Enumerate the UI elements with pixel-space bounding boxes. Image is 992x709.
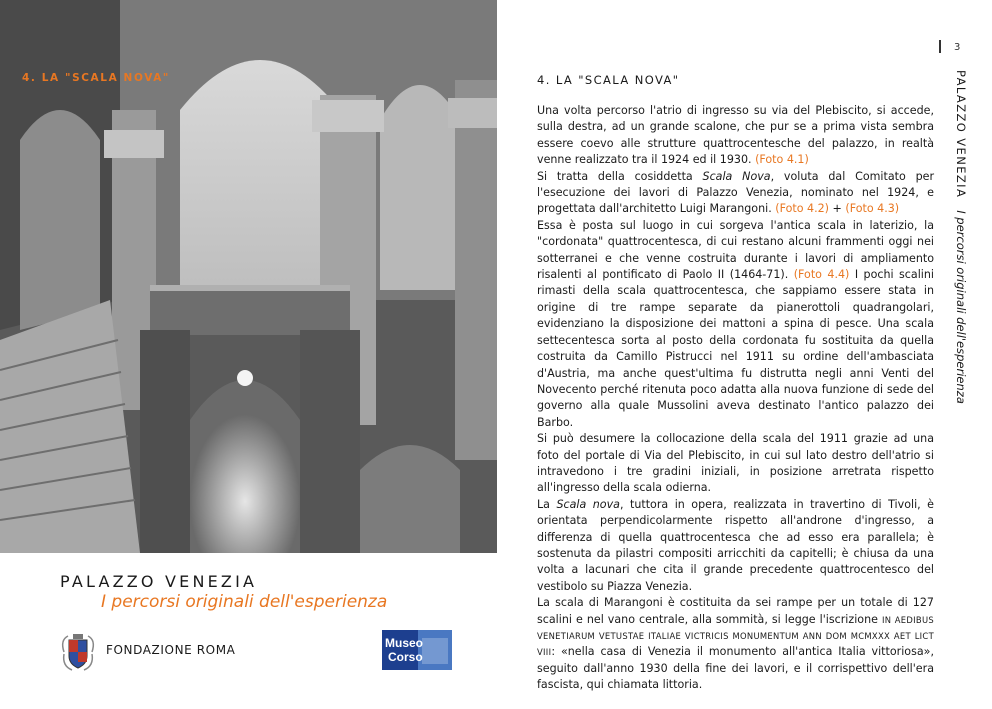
section-title: 4. LA "SCALA NOVA" [537,73,680,87]
page-number-divider [939,40,941,53]
paragraph-4: Si può desumere la collocazione della scala del 1911 grazie ad una foto del portale di Via del Plebiscito, in cui sul lato destro dell'atrio si intravedono i tre gradini iniziali, in posizione arretrata rispetto all'ingresso della scala odierna. [537,432,934,495]
museo-logo-line2: Corso [388,650,423,664]
article-body [537,103,934,694]
paragraph-1: Una volta percorso l'atrio di ingresso su via del Plebiscito, si accede, sulla destra, ad un grande scalone, che pur se a prima vista sembra essere coevo alle strutture quattrocentesche del palazzo, in realtà venne realizzato tra il 1924 ed il 1930. (Foto 4.1) [537,104,934,167]
foundation-name: FONDAZIONE ROMA [106,643,236,657]
brand-subtitle: I percorsi originali dell'esperienza [101,592,388,612]
paragraph-3: Essa è posta sul luogo in cui sorgeva l'antica scala in laterizio, la "cordonata" quattrocentesca, di cui restano alcuni frammenti oggi nei sotterranei e che venne costruita durante i lavori di ampliamento risalenti al pontificato di Paolo II (1464-71). (Foto 4.4) I pochi scalini rimasti della scala quattrocentesca, che sappiamo essere stata in origine di tre rampe separate da pianerottoli quadrangolari, evidenziano la disposizione dei mattoni a spina di pesce. Una scala settecentesca sorta al posto della cordonata fu sostituita da quella costruita da Camillo Pistrucci nel 1911 su ordine dell'ambasciata d'Austria, ma anche quest'ultima fu distrutta negli anni Venti del Novecento perché ritenuta poco adatta alla nuova funzione di sede del governo alla quale Mussolini aveva destinato l'antico palazzo dei Barbo. [537,218,934,429]
photo-caption: 4. LA "SCALA NOVA" [22,72,171,84]
photo-ref-4-3: (Foto 4.3) [845,202,900,216]
brand-title: PALAZZO VENEZIA [60,572,258,591]
running-head-title: PALAZZO VENEZIA [954,70,968,199]
paragraph-2: Si tratta della cosiddetta Scala Nova, voluta dal Comitato per l'esecuzione dei lavori di Palazzo Venezia, nominato nel 1924, e progettata dall'architetto Luigi Marangoni. (Foto 4.2) + (Foto 4.3) [537,169,935,216]
museo-del-corso-logo [382,630,452,670]
paragraph-5: La Scala nova, tuttora in opera, realizzata in travertino di Tivoli, è orientata perpendicolarmente rispetto all'androne d'ingresso, a differenza di quella quattrocentesca che ad esso era parallela; è sostenuta da pilastri compositi arricchiti da capitelli; è chiusa da una volta a lacunari che cita il grande precedente quattrocentesco del vestibolo su Piazza Venezia. [537,497,934,593]
running-head [948,70,968,470]
running-head-subtitle: I percorsi originali dell'esperienza [954,210,968,404]
photo-ref-4-1: (Foto 4.1) [755,153,809,167]
photo-ref-4-2: (Foto 4.2) [775,202,830,216]
fondazione-crest-icon [58,632,98,672]
museo-logo-line1: Museo [385,636,424,650]
latin-inscription: IN AEDIBUS VENETIARUM VETUSTAE ITALIAE VICTRICIS MONUMENTUM ANN DOM MCMXXX AET LICT VIII [537,614,934,658]
photo-ref-4-4: (Foto 4.4) [793,268,850,282]
paragraph-6: La scala di Marangoni è costituita da sei rampe per un totale di 127 scalini e nel vano centrale, alla sommità, si legge l'iscrizione IN AEDIBUS VENETIARUM VETUSTAE ITALIAE VICTRICIS MONUMENTUM ANN DOM MCMXXX AET LICT VIII: «nella casa di Venezia il monumento all'antica Italia vittoriosa», seguito dall'anno 1930 della fine dei lavori, e il corrispettivo dell'era fascista, qui chiamata littoria. [537,596,934,692]
page-number: 3 [954,42,961,53]
